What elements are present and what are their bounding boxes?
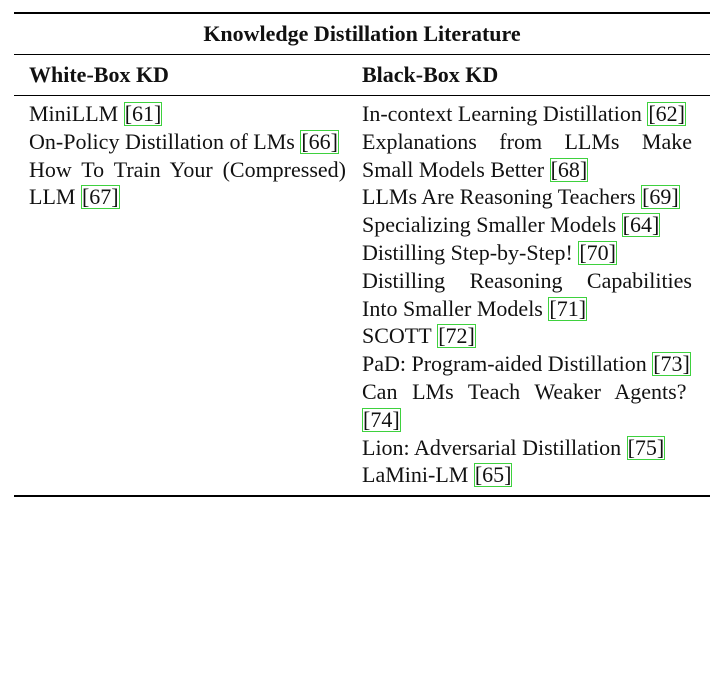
paper-title: MiniLLM bbox=[29, 101, 119, 126]
bottom-rule bbox=[14, 495, 710, 497]
list-item bbox=[362, 267, 692, 323]
citation-link[interactable]: [66] bbox=[301, 128, 338, 154]
table-body bbox=[14, 96, 710, 495]
citation-link[interactable]: [69] bbox=[642, 184, 679, 210]
citation-link[interactable]: [61] bbox=[124, 101, 162, 126]
citation-link[interactable]: [64] bbox=[622, 212, 660, 238]
paper-title: Lion: Adversarial Distillation bbox=[362, 434, 622, 460]
list-item bbox=[29, 128, 346, 156]
literature-table bbox=[14, 12, 710, 497]
paper-title: Explanations from LLMs Make Small Models Better bbox=[362, 128, 692, 182]
white-box-column bbox=[14, 100, 362, 489]
list-item bbox=[362, 211, 692, 239]
citation-link[interactable]: [73] bbox=[653, 351, 690, 377]
list-item bbox=[29, 100, 346, 128]
white-box-header: White-Box KD bbox=[29, 62, 169, 87]
paper-title: SCOTT bbox=[362, 323, 432, 349]
paper-title: PaD: Program-aided Distillation bbox=[362, 351, 647, 377]
paper-title: LLMs Are Reasoning Teachers bbox=[362, 184, 636, 210]
paper-title: Specializing Smaller Models bbox=[362, 212, 617, 238]
citation-link[interactable]: [70] bbox=[579, 239, 616, 265]
list-item bbox=[362, 239, 692, 267]
black-box-header: Black-Box KD bbox=[362, 62, 499, 87]
list-item bbox=[362, 378, 692, 434]
list-item bbox=[29, 156, 346, 212]
citation-link[interactable]: [67] bbox=[81, 184, 119, 210]
citation-link[interactable]: [68] bbox=[550, 156, 588, 182]
paper-title: Can LMs Teach Weaker Agents? bbox=[362, 378, 687, 404]
list-item bbox=[362, 322, 692, 350]
citation-link[interactable]: [75] bbox=[627, 434, 665, 460]
header-row bbox=[14, 55, 710, 95]
paper-title: Distilling Reasoning Capabilities Into Smaller Models bbox=[362, 267, 692, 321]
list-item bbox=[362, 350, 692, 378]
list-item bbox=[362, 461, 692, 489]
citation-link[interactable]: [74] bbox=[363, 406, 400, 432]
citation-link[interactable]: [71] bbox=[549, 295, 587, 321]
list-item bbox=[362, 100, 692, 128]
list-item bbox=[362, 183, 692, 211]
black-box-column bbox=[362, 100, 710, 489]
table-title: Knowledge Distillation Literature bbox=[203, 21, 521, 46]
citation-link[interactable]: [72] bbox=[438, 323, 475, 349]
paper-title: On-Policy Distillation of LMs bbox=[29, 128, 295, 154]
paper-title: How To Train Your (Compressed) LLM bbox=[29, 156, 346, 210]
list-item bbox=[362, 434, 692, 462]
paper-title: Distilling Step-by-Step! bbox=[362, 239, 573, 265]
list-item bbox=[362, 128, 692, 184]
citation-link[interactable]: [62] bbox=[648, 101, 685, 126]
citation-link[interactable]: [65] bbox=[474, 462, 512, 488]
paper-title: LaMini-LM bbox=[362, 462, 469, 488]
paper-title: In-context Learning Distillation bbox=[362, 101, 642, 126]
